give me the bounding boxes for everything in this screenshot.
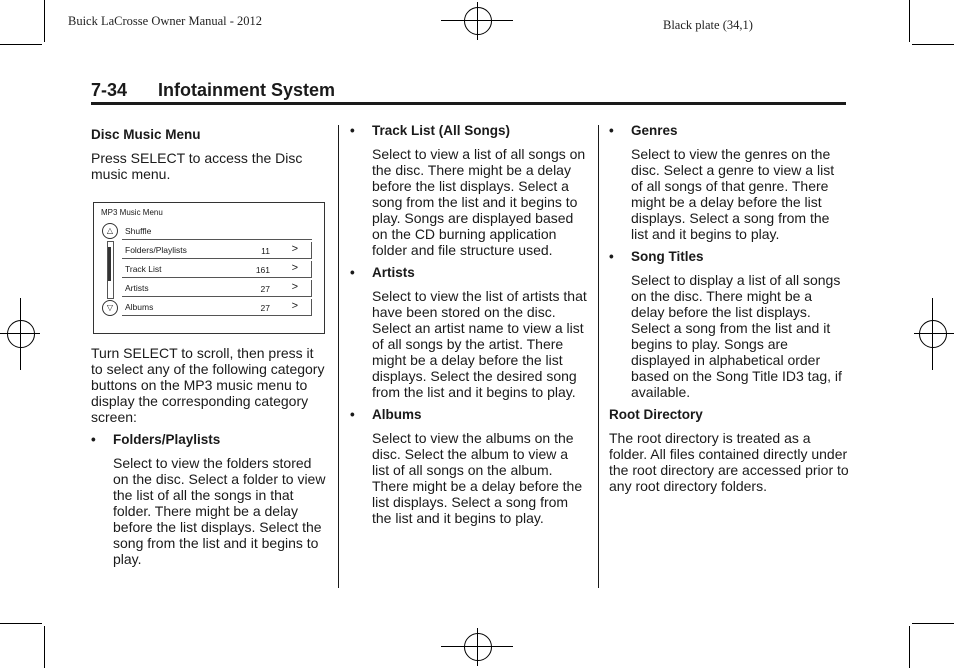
- column-divider: [598, 125, 599, 588]
- menu-row-shuffle: Shuffle: [122, 223, 312, 240]
- bullet-icon: •: [91, 432, 96, 447]
- crop-mark: [44, 626, 45, 668]
- chevron-right-icon: >: [291, 281, 298, 293]
- mp3-music-menu-figure: [93, 202, 325, 334]
- bullet-genres: • Genres: [609, 123, 678, 138]
- genres-description: Select to view the genres on the disc. Select a genre to view a list of all songs of that genre. There might be a delay before the list displays. Select a song from the list and it begins to play.: [631, 146, 835, 242]
- column-1-bottom: [91, 345, 327, 574]
- bullet-icon: •: [350, 265, 355, 280]
- bullet-icon: •: [350, 407, 355, 422]
- bullet-artists: • Artists: [350, 265, 415, 280]
- bullet-icon: •: [609, 249, 614, 264]
- column-1-top: [91, 127, 327, 189]
- disc-music-menu-heading: Disc Music Menu: [91, 127, 201, 142]
- column-3: [609, 123, 849, 501]
- column-divider: [338, 125, 339, 588]
- scrollbar-thumb: [108, 247, 111, 281]
- up-arrow-icon: △: [102, 223, 118, 239]
- down-arrow-icon: ▽: [102, 300, 118, 316]
- bullet-track-list: • Track List (All Songs): [350, 123, 511, 138]
- bullet-albums: • Albums: [350, 407, 422, 422]
- intro-paragraph: Press SELECT to access the Disc music menu.: [91, 150, 303, 182]
- crop-mark: [909, 626, 910, 668]
- figure-title: MP3 Music Menu: [101, 208, 163, 217]
- bullet-folders-playlists: • Folders/Playlists: [91, 432, 221, 447]
- bullet-icon: •: [350, 123, 355, 138]
- albums-description: Select to view the albums on the disc. Select the album to view a list of all songs on the album. There might be a delay before the list displays. Select a song from the list and it begins to play.: [372, 430, 583, 526]
- crop-mark: [44, 0, 45, 42]
- chevron-right-icon: >: [291, 300, 298, 312]
- song-titles-description: Select to display a list of all songs on the disc. There might be a delay before the list displays. Select a song from the list and it begins to play. Songs are displayed in alphabetical order based on the Song Title ID3 tag, if available.: [631, 272, 842, 400]
- root-directory-heading: Root Directory: [609, 407, 703, 422]
- crop-mark: [912, 44, 954, 45]
- manual-title: Buick LaCrosse Owner Manual - 2012: [68, 14, 263, 28]
- menu-row-albums: Albums 27 >: [122, 299, 312, 316]
- crop-mark: [0, 623, 42, 624]
- header-rule: [91, 102, 846, 105]
- plate-label: Black plate (34,1): [663, 18, 753, 32]
- crop-mark: [912, 623, 954, 624]
- artists-description: Select to view the list of artists that have been stored on the disc. Select an artist name to view a list of all songs by the artist. There might be a delay before the list displays. Select the desired song from the list and it begins to play.: [372, 288, 587, 400]
- bullet-icon: •: [609, 123, 614, 138]
- menu-row-track-list: Track List 161 >: [122, 261, 312, 278]
- menu-row-folders: Folders/Playlists 11 >: [122, 242, 312, 259]
- section-title: Infotainment System: [158, 80, 336, 100]
- bullet-song-titles: • Song Titles: [609, 249, 704, 264]
- scroll-instructions: Turn SELECT to scroll, then press it to select any of the following category buttons on the MP3 music menu to display the corresponding category screen:: [91, 345, 325, 425]
- crop-mark: [909, 0, 910, 42]
- page-number: 7-34: [91, 80, 128, 100]
- column-2: [350, 123, 588, 533]
- menu-row-artists: Artists 27 >: [122, 280, 312, 297]
- crop-mark: [0, 44, 42, 45]
- chevron-right-icon: >: [291, 243, 298, 255]
- track-list-description: Select to view a list of all songs on the disc. There might be a delay before the list displays. Select a song from the list and it begins to play. Songs are displayed based on the CD burning application folder and file structure used.: [372, 146, 586, 258]
- folders-playlists-description: Select to view the folders stored on the disc. Select a folder to view the list of all the songs in that folder. There might be a delay before the list displays. Select the song from the list and it begins to play.: [113, 455, 326, 567]
- chevron-right-icon: >: [291, 262, 298, 274]
- root-directory-description: The root directory is treated as a folder. All files contained directly under the root directory are accessed prior to any root directory folders.: [609, 430, 849, 494]
